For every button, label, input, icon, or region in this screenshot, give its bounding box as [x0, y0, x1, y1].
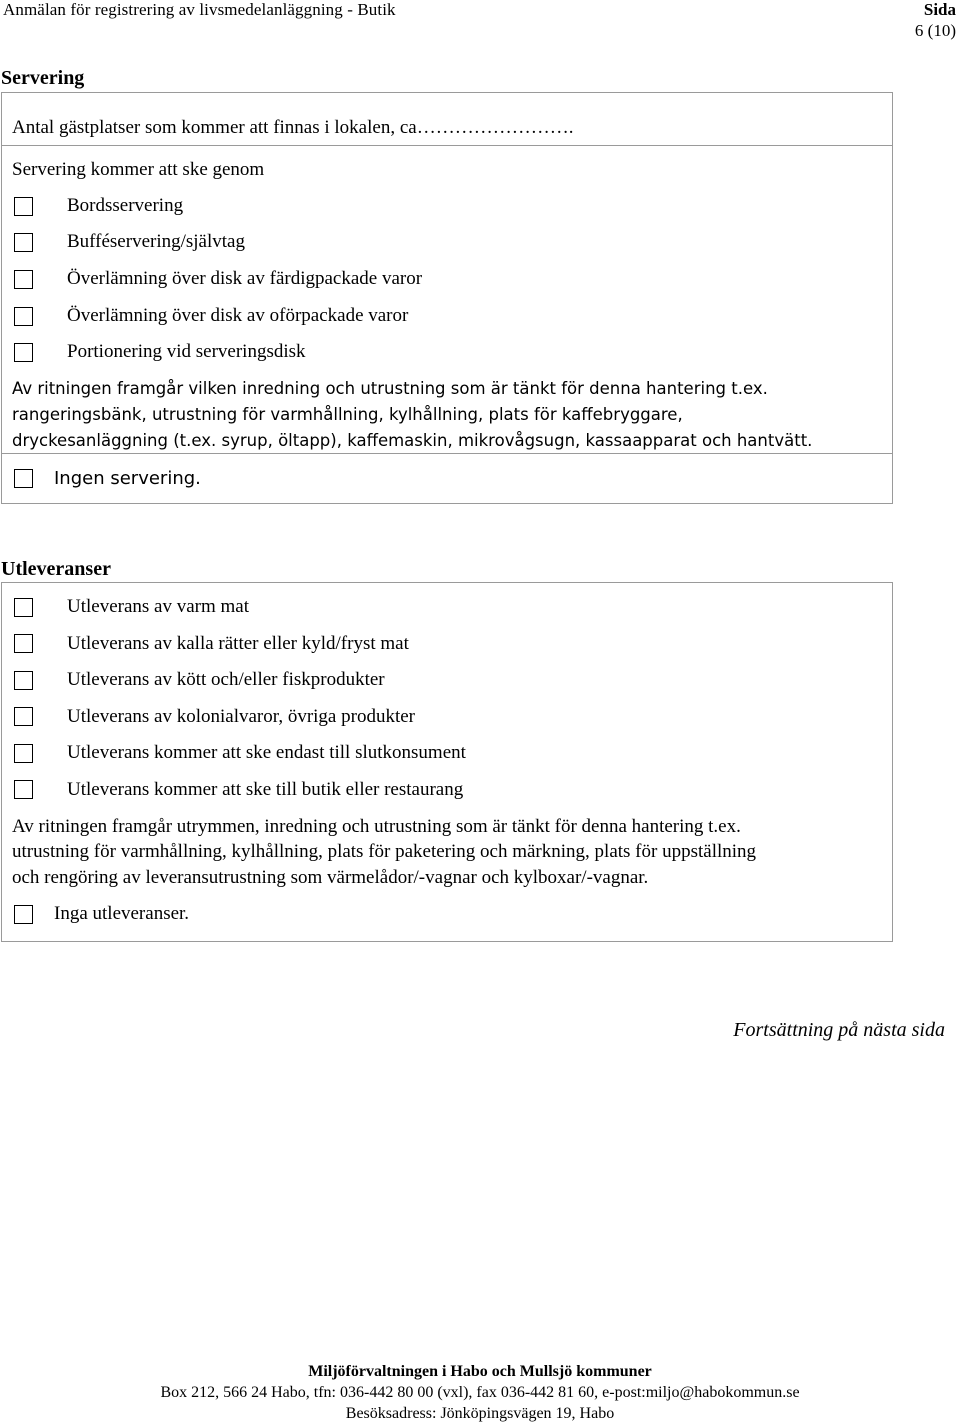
option-label: Bufféservering/självtag — [67, 231, 245, 252]
checkbox-slutkonsument[interactable] — [14, 744, 33, 763]
checkbox-kalla-ratter[interactable] — [14, 634, 33, 653]
section-title-servering: Servering — [1, 67, 85, 89]
section-title-utleveranser: Utleveranser — [1, 558, 111, 580]
divider — [2, 145, 892, 146]
footer-address: Besöksadress: Jönköpingsvägen 19, Habo — [345, 1405, 615, 1422]
option-label: Överlämning över disk av oförpackade varor — [67, 305, 409, 326]
option-label: Portionering vid serveringsdisk — [67, 341, 306, 362]
utleveranser-box — [1, 582, 893, 942]
option-label: Ingen servering. — [54, 468, 201, 489]
utleveranser-note-line: utrustning för varmhållning, kylhållning, plats för paketering och märkning, plats för uppställning — [12, 841, 757, 862]
page-number: 6 (10) — [914, 21, 956, 40]
servering-intro: Servering kommer att ske genom — [12, 159, 265, 180]
footer-org: Miljöförvaltningen i Habo och Mullsjö kommuner — [308, 1363, 652, 1380]
checkbox-kott-fisk[interactable] — [14, 671, 33, 690]
option-label: Utleverans av kalla rätter eller kyld/fryst mat — [67, 633, 409, 654]
document-title: Anmälan för registrering av livsmedelanläggning - Butik — [3, 0, 396, 19]
option-label: Utleverans av kött och/eller fiskprodukter — [67, 669, 385, 690]
checkbox-portionering[interactable] — [14, 343, 33, 362]
checkbox-bordsservering[interactable] — [14, 197, 33, 216]
checkbox-ingen-servering[interactable] — [14, 469, 33, 488]
option-label: Inga utleveranser. — [54, 903, 190, 924]
divider — [2, 453, 892, 454]
utleveranser-note-line: och rengöring av leveransutrustning som värmelådor/-vagnar och kylboxar/-vagnar. — [12, 867, 649, 888]
servering-note-line: dryckesanläggning (t.ex. syrup, öltapp), kaffemaskin, mikrovågsugn, kassaapparat och hantvätt. — [12, 431, 813, 450]
servering-note-line: rangeringsbänk, utrustning för varmhållning, kylhållning, plats för kaffebryggare, — [12, 405, 683, 424]
checkbox-oforpackade[interactable] — [14, 307, 33, 326]
option-label: Utleverans kommer att ske till butik eller restaurang — [67, 779, 464, 800]
option-label: Utleverans av varm mat — [67, 596, 250, 617]
checkbox-inga-utleveranser[interactable] — [14, 905, 33, 924]
option-label: Överlämning över disk av färdigpackade varor — [67, 268, 423, 289]
servering-note-line: Av ritningen framgår vilken inredning och utrustning som är tänkt för denna hantering t.ex. — [12, 379, 768, 398]
continue-note: Fortsättning på nästa sida — [733, 1019, 945, 1041]
checkbox-varm-mat[interactable] — [14, 598, 33, 617]
page-label: Sida — [923, 0, 956, 19]
option-label: Utleverans kommer att ske endast till slutkonsument — [67, 742, 466, 763]
guest-count-field[interactable]: Antal gästplatser som kommer att finnas i lokalen, ca……………………. — [12, 117, 574, 138]
servering-box — [1, 92, 893, 504]
utleveranser-note-line: Av ritningen framgår utrymmen, inredning och utrustning som är tänkt för denna hantering t.ex. — [12, 816, 741, 837]
checkbox-fardigpackade[interactable] — [14, 270, 33, 289]
checkbox-kolonialvaror[interactable] — [14, 707, 33, 726]
option-label: Utleverans av kolonialvaror, övriga produkter — [67, 706, 415, 727]
option-label: Bordsservering — [67, 195, 184, 216]
checkbox-butik-restaurang[interactable] — [14, 780, 33, 799]
footer-contact: Box 212, 566 24 Habo, tfn: 036-442 80 00 (vxl), fax 036-442 81 60, e-post:miljo@habokommun.se — [160, 1384, 800, 1401]
checkbox-buffeservering[interactable] — [14, 233, 33, 252]
